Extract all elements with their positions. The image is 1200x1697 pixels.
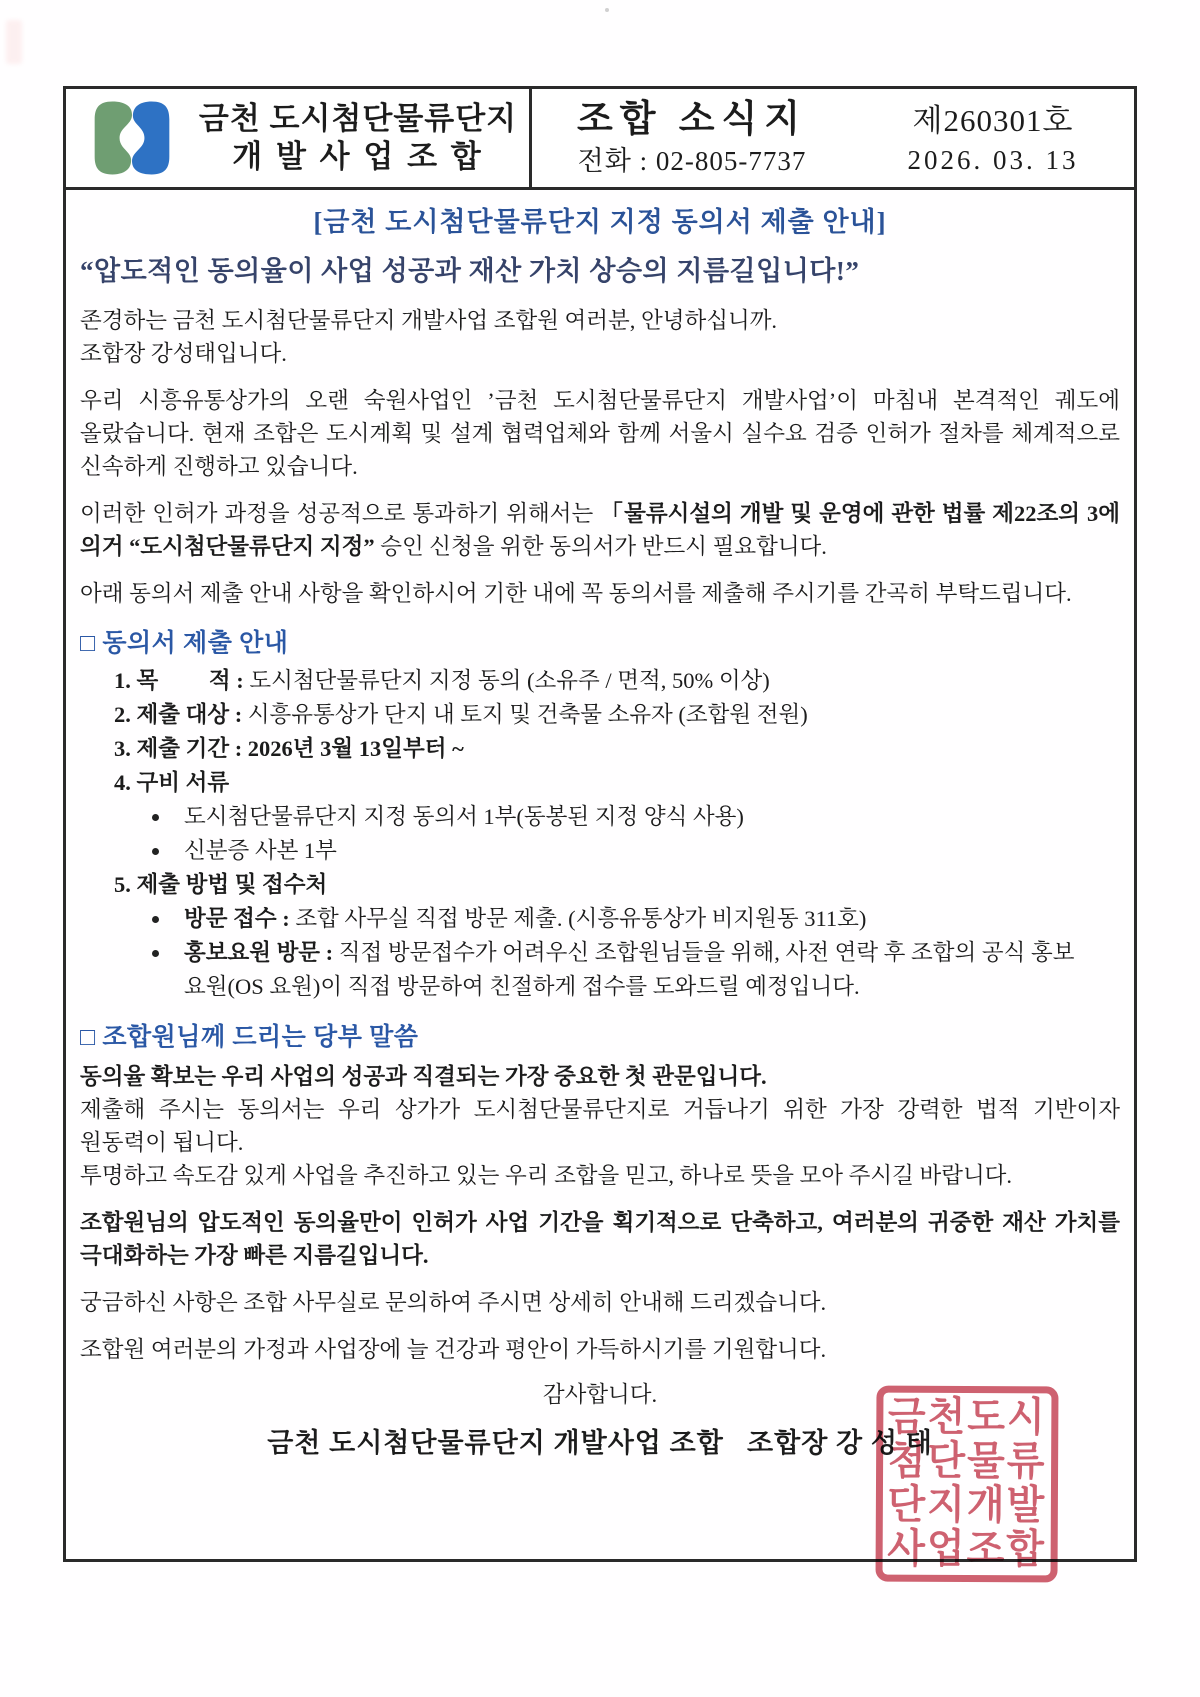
seal-row: 첨단물류	[887, 1438, 1047, 1485]
message-para4: 조합원 여러분의 가정과 사업장에 늘 건강과 평안이 가득하시기를 기원합니다.	[80, 1337, 827, 1362]
law-paragraph	[80, 497, 1120, 563]
official-seal-stamp	[875, 1386, 1058, 1583]
list-item	[114, 868, 1120, 902]
list-item	[184, 936, 1120, 1004]
issue-number: 제260301호	[912, 103, 1074, 138]
org-name	[190, 100, 526, 176]
message-para2: 투명하고 속도감 있게 사업을 추진하고 있는 우리 조합을 믿고, 하나로 뜻을 모아 주시길 바랍니다.	[80, 1163, 1013, 1188]
bullet-icon	[152, 916, 159, 923]
thanks-line: 감사합니다.	[542, 1382, 658, 1407]
newsletter-title: 조합 소식지	[577, 99, 807, 140]
org-name-line2: 개 발 사 업 조 합	[232, 139, 484, 174]
section-heading-message: □ 조합원님께 드리는 당부 말씀	[80, 1024, 419, 1051]
bullet-icon	[152, 814, 159, 821]
notice-body	[63, 190, 1137, 1562]
message-block	[80, 1060, 1120, 1192]
section-heading-submission: □ 동의서 제출 안내	[80, 630, 289, 657]
greeting-line2: 조합장 강성태입니다.	[80, 341, 287, 366]
list-item-text: 조합 사무실 직접 방문 제출. (시흥유통상가 비지원동 311호)	[295, 906, 867, 931]
issue-date: 2026. 03. 13	[907, 145, 1079, 175]
bullet-icon	[152, 848, 159, 855]
list-item	[114, 664, 1120, 698]
notice-title: [금천 도시첨단물류단지 지정 동의서 제출 안내]	[313, 207, 887, 237]
greeting-paragraph	[80, 304, 1120, 370]
seal-row: 사업조합	[887, 1526, 1047, 1573]
submission-list	[80, 664, 1120, 1004]
phone-number: 전화 : 02-805-7737	[577, 146, 807, 176]
issue-block	[852, 89, 1134, 187]
list-item	[114, 766, 1120, 800]
list-item	[114, 698, 1120, 732]
list-item-text: 시흥유통상가 단지 내 토지 및 건축물 소유자 (조합원 전원)	[247, 702, 808, 727]
seal-row: 단지개발	[887, 1482, 1047, 1529]
list-item	[184, 800, 1120, 834]
masthead-info-cell	[532, 89, 1134, 187]
list-item-label: 1. 목 적 :	[114, 668, 250, 693]
message-bold-line: 동의율 확보는 우리 사업의 성공과 직결되는 가장 중요한 첫 관문입니다.	[80, 1064, 767, 1089]
signature-line: 금천 도시첨단물류단지 개발사업 조합 조합장 강 성 태	[267, 1428, 933, 1458]
list-item-label: 홍보요원 방문 :	[184, 940, 339, 965]
bullet-icon	[152, 950, 159, 957]
list-item-label: 5. 제출 방법 및 접수처	[114, 872, 328, 897]
list-item	[184, 902, 1120, 936]
list-item-label: 2. 제출 대상 :	[114, 702, 248, 727]
masthead-org-cell	[66, 89, 532, 187]
scan-artifact-smudge	[6, 20, 22, 64]
org-logo-icon	[86, 98, 178, 178]
newsletter-title-block	[532, 89, 852, 187]
request-paragraph: 아래 동의서 제출 안내 사항을 확인하시어 기한 내에 꼭 동의서를 제출해 주시기를 간곡히 부탁드립니다.	[80, 581, 1072, 606]
list-item-text: 신분증 사본 1부	[184, 838, 337, 863]
list-item-text: 도시첨단물류단지 지정 동의서 1부(동봉된 지정 양식 사용)	[184, 804, 744, 829]
law-paragraph-bold: 「물류시설의 개발 및 운영에 관한 법률 제22조의 3에 의거 “도시첨단물류단지 지정”	[80, 501, 1121, 559]
law-paragraph-pre: 이러한 인허가 과정을 성공적으로 통과하기 위해서는	[80, 501, 601, 526]
list-item-label: 3. 제출 기간 : 2026년 3월 13일부터 ~	[114, 736, 464, 761]
list-item	[114, 732, 1120, 766]
progress-paragraph: 우리 시흥유통상가의 오랜 숙원사업인 ’금천 도시첨단물류단지 개발사업’이 마침내 본격적인 궤도에 올랐습니다. 현재 조합은 도시계획 및 설계 협력업체와 함께 서울시 실수요 검증 인허가 절차를 체계적으로 신속하게 진행하고 있습니다.	[80, 388, 1120, 479]
greeting-line1: 존경하는 금천 도시첨단물류단지 개발사업 조합원 여러분, 안녕하십니까.	[80, 308, 778, 333]
org-name-line1: 금천 도시첨단물류단지	[198, 101, 518, 136]
notice-slogan: “압도적인 동의율이 사업 성공과 재산 가치 상승의 지름길입니다!”	[80, 256, 860, 286]
masthead	[63, 86, 1137, 190]
list-item-label: 4. 구비 서류	[114, 770, 230, 795]
message-para3: 궁금하신 사항은 조합 사무실로 문의하여 주시면 상세히 안내해 드리겠습니다.	[80, 1290, 827, 1315]
list-item-text: 도시첨단물류단지 지정 동의 (소유주 / 면적, 50% 이상)	[249, 668, 770, 693]
seal-row: 금천도시	[887, 1394, 1047, 1441]
message-para1: 제출해 주시는 동의서는 우리 상가가 도시첨단물류단지로 거듭나기 위한 가장 강력한 법적 기반이자 원동력이 됩니다.	[80, 1097, 1120, 1155]
message-bold-paragraph: 조합원님의 압도적인 동의율만이 인허가 사업 기간을 획기적으로 단축하고, 여러분의 귀중한 재산 가치를 극대화하는 가장 빠른 지름길입니다.	[80, 1210, 1120, 1268]
law-paragraph-post: 승인 신청을 위한 동의서가 반드시 필요합니다.	[374, 534, 827, 559]
list-item	[184, 834, 1120, 868]
list-item-text: 직접 방문접수가 어려우신 조합원님들을 위해, 사전 연락 후 조합의 공식 홍보 요원(OS 요원)이 직접 방문하여 친절하게 접수를 도와드릴 예정입니다.	[184, 940, 1075, 999]
scan-artifact-dot	[605, 8, 609, 12]
list-item-label: 방문 접수 :	[184, 906, 296, 931]
